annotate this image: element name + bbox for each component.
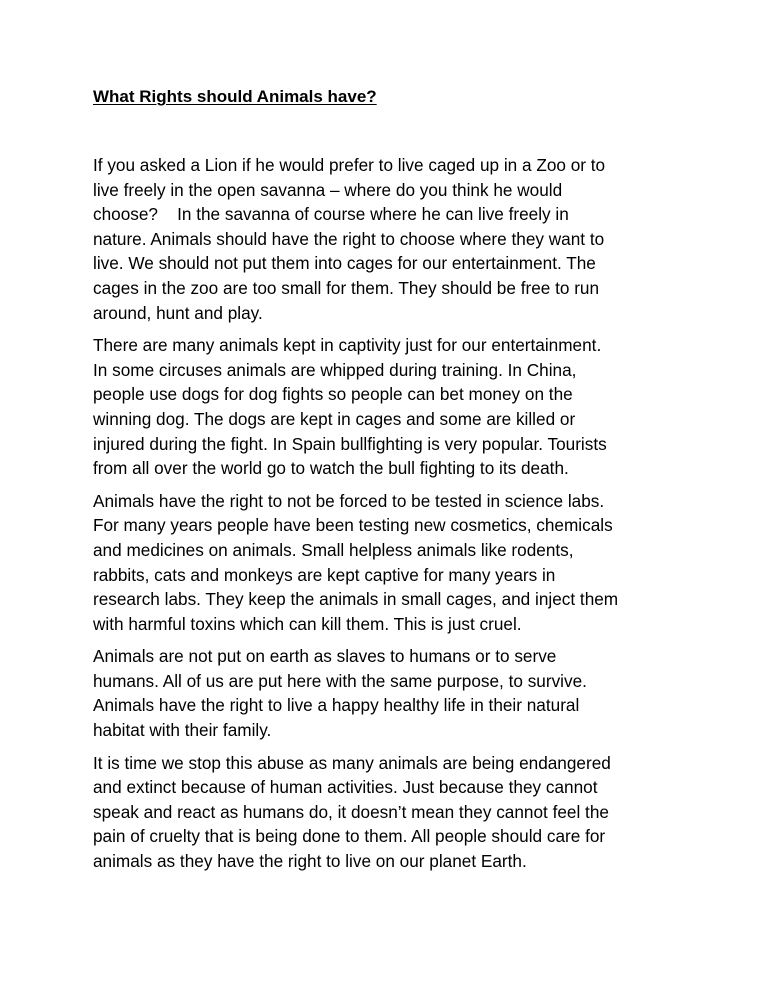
paragraph [93,153,683,325]
paragraph-line: For many years people have been testing new cosmetics, chemicals [93,515,613,536]
paragraph-line: research labs. They keep the animals in small cages, and inject them [93,589,619,610]
paragraph-line: around, hunt and play. [93,302,263,323]
paragraph-line: and medicines on animals. Small helpless animals like rodents, [93,539,574,560]
paragraph-line: and extinct because of human activities. Just because they cannot [93,777,598,798]
paragraph-line: from all over the world go to watch the bull fighting to its death. [93,458,569,479]
paragraph [93,489,683,637]
paragraph-line: people use dogs for dog fights so people can bet money on the [93,384,573,405]
paragraph [93,751,683,874]
paragraph [93,644,683,742]
paragraph-line: injured during the fight. In Spain bullfighting is very popular. Tourists [93,433,607,454]
paragraph-line: In some circuses animals are whipped during training. In China, [93,359,577,380]
paragraph-line: If you asked a Lion if he would prefer to live caged up in a Zoo or to [93,155,606,175]
paragraph-line: There are many animals kept in captivity just for our entertainment. [93,335,602,356]
paragraph-line: Animals are not put on earth as slaves to humans or to serve [93,646,557,667]
paragraph-line: winning dog. The dogs are kept in cages and some are killed or [93,408,576,429]
paragraph-line: cages in the zoo are too small for them. They should be free to run [93,277,600,298]
paragraph-line: habitat with their family. [93,720,272,741]
paragraph-line: nature. Animals should have the right to choose where they want to [93,228,605,249]
paragraph-line: pain of cruelty that is being done to them. All people should care for [93,826,606,847]
paragraph-line: It is time we stop this abuse as many animals are being endangered [93,752,611,773]
paragraph-line: live freely in the open savanna – where do you think he would [93,179,563,200]
document-body [93,153,683,882]
paragraph-line: rabbits, cats and monkeys are kept captive for many years in [93,564,556,585]
paragraph-line: speak and react as humans do, it doesn’t mean they cannot feel the [93,801,609,822]
paragraph [93,333,683,481]
paragraph-line: live. We should not put them into cages for our entertainment. The [93,253,596,274]
paragraph-line: with harmful toxins which can kill them. This is just cruel. [93,613,522,634]
paragraph-line: Animals have the right to not be forced to be tested in science labs. [93,490,605,511]
paragraph-line: animals as they have the right to live on our planet Earth. [93,851,527,872]
paragraph-line: choose? In the savanna of course where he can live freely in [93,204,569,225]
paragraph-line: Animals have the right to live a happy healthy life in their natural [93,695,580,716]
paragraph-line: humans. All of us are put here with the same purpose, to survive. [93,670,587,691]
document-title: What Rights should Animals have? [93,87,377,106]
